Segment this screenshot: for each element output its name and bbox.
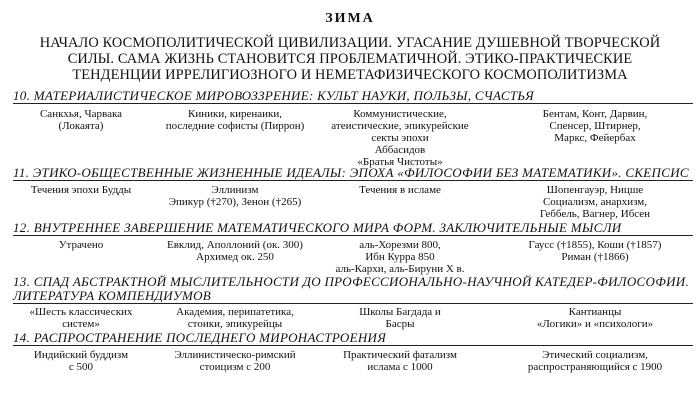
cell-antiquity (165, 184, 305, 208)
cell-line: Академия, перипатетика, (176, 306, 294, 318)
section-divider (13, 180, 693, 181)
cell-line: систем» (62, 318, 100, 330)
cell-line: Бентам, Конт, Дарвин, (542, 108, 648, 120)
cell-arabic (320, 239, 480, 275)
cell-line: Течения в исламе (359, 184, 441, 196)
subtitle-line: ТЕНДЕНЦИИ ИРРЕЛИГИОЗНОГО И НЕМЕТАФИЗИЧЕСКОГО КОСМОПОЛИТИЗМА (72, 67, 628, 83)
cell-line: Течения эпохи Будды (30, 184, 132, 196)
cell-line: Школы Багдада и (359, 306, 441, 318)
cell-line: «Шесть классических (29, 306, 133, 318)
section-heading: 14. РАСПРОСТРАНЕНИЕ ПОСЛЕДНЕГО МИРОНАСТРОЕНИЯ (13, 330, 387, 345)
cell-west (520, 239, 670, 263)
cell-line: Аббасидов (374, 144, 426, 156)
cell-line: секты эпохи (371, 132, 429, 144)
cell-line: Шопенгауэр, Ницше (546, 184, 644, 196)
cell-line: атеистические, эпикурейские (331, 120, 469, 132)
cell-line: Спенсер, Штирнер, (549, 120, 641, 132)
cell-line: Утрачено (58, 239, 104, 251)
cell-antiquity (165, 349, 305, 373)
cell-line: Социализм, анархизм, (542, 196, 648, 208)
cell-line: Санкхья, Чарвака (39, 108, 123, 120)
heading-line: 13. СПАД АБСТРАКТНОЙ МЫСЛИТЕЛЬНОСТИ ДО ПРОФЕССИОНАЛЬНО-НАУЧНОЙ КАТЕДЕР-ФИЛОСОФИИ. (13, 274, 690, 289)
subtitle-line: НАЧАЛО КОСМОПОЛИТИЧЕСКОЙ ЦИВИЛИЗАЦИИ. УГАСАНИЕ ДУШЕВНОЙ ТВОРЧЕСКОЙ (39, 35, 661, 51)
cell-arabic (320, 349, 480, 373)
cell-line: распространяющийся с 1900 (527, 361, 663, 373)
subtitle-line: СИЛЫ. САМА ЖИЗНЬ СТАНОВИТСЯ ПРОБЛЕМАТИЧНОЙ. ЭТИКО-ПРАКТИЧЕСКИЕ (67, 51, 633, 67)
section-divider (13, 235, 693, 236)
heading-line: ЛИТЕРАТУРА КОМПЕНДИУМОВ (13, 288, 211, 303)
section-heading: 10. МАТЕРИАЛИСТИЧЕСКОЕ МИРОВОЗЗРЕНИЕ: КУЛЬТ НАУКИ, ПОЛЬЗЫ, СЧАСТЬЯ (13, 88, 535, 103)
cell-line: Эллинистическо-римский (174, 349, 296, 361)
cell-line: Архимед ок. 250 (196, 251, 274, 263)
cell-line: аль-Хорезми 800, (359, 239, 441, 251)
cell-line: Басры (385, 318, 415, 330)
cell-antiquity (165, 239, 305, 263)
cell-west (520, 184, 670, 220)
cell-line: ислама с 1000 (367, 361, 433, 373)
cell-line: Киники, киренаики, (188, 108, 282, 120)
cell-line: Индийский буддизм (33, 349, 129, 361)
cell-line: Этический социализм, (542, 349, 648, 361)
cell-india (22, 349, 140, 373)
cell-west (520, 306, 670, 330)
section-heading (13, 275, 693, 303)
section-divider (13, 103, 693, 104)
cell-line: Геббель, Вагнер, Ибсен (539, 208, 651, 220)
cell-india (22, 306, 140, 330)
page-title: ЗИМА (325, 11, 375, 26)
cell-arabic (320, 108, 480, 168)
cell-antiquity (165, 108, 305, 132)
cell-line: последние софисты (Пиррон) (165, 120, 305, 132)
cell-line: Кантианцы (568, 306, 622, 318)
section-divider (13, 303, 693, 304)
cell-line: (Локаята) (58, 120, 104, 132)
cell-line: Коммунистические, (353, 108, 447, 120)
section-heading: 11. ЭТИКО-ОБЩЕСТВЕННЫЕ ЖИЗНЕННЫЕ ИДЕАЛЫ: ЭПОХА «ФИЛОСОФИИ БЕЗ МАТЕМАТИКИ». СКЕПСИС (13, 165, 689, 180)
cell-line: стоики, эпикурейцы (187, 318, 283, 330)
page-subtitle (20, 35, 680, 83)
cell-arabic (320, 184, 480, 196)
section-divider (13, 345, 693, 346)
cell-west (520, 349, 670, 373)
cell-west (520, 108, 670, 144)
cell-line: Гаусс (†1855), Коши (†1857) (528, 239, 662, 251)
cell-line: Эллинизм (211, 184, 259, 196)
cell-line: Практический фатализм (343, 349, 457, 361)
cell-antiquity (165, 306, 305, 330)
cell-line: с 500 (68, 361, 94, 373)
cell-line: Риман (†1866) (561, 251, 629, 263)
cell-india (22, 184, 140, 196)
section-heading: 12. ВНУТРЕННЕЕ ЗАВЕРШЕНИЕ МАТЕМАТИЧЕСКОГО МИРА ФОРМ. ЗАКЛЮЧИТЕЛЬНЫЕ МЫСЛИ (13, 220, 622, 235)
cell-arabic (320, 306, 480, 330)
cell-line: «Логики» и «психологи» (536, 318, 654, 330)
cell-line: Эпикур (†270), Зенон (†265) (168, 196, 302, 208)
cell-line: «Братья Чистоты» (357, 156, 443, 168)
cell-line: стоицизм с 200 (199, 361, 271, 373)
cell-line: Маркс, Фейербах (554, 132, 636, 144)
cell-line: Евклид, Аполлоний (ок. 300) (167, 239, 303, 251)
cell-line: аль-Кархи, аль-Бируни X в. (335, 263, 465, 275)
cell-india (22, 108, 140, 132)
cell-line: Ибн Курра 850 (365, 251, 435, 263)
cell-india (22, 239, 140, 251)
